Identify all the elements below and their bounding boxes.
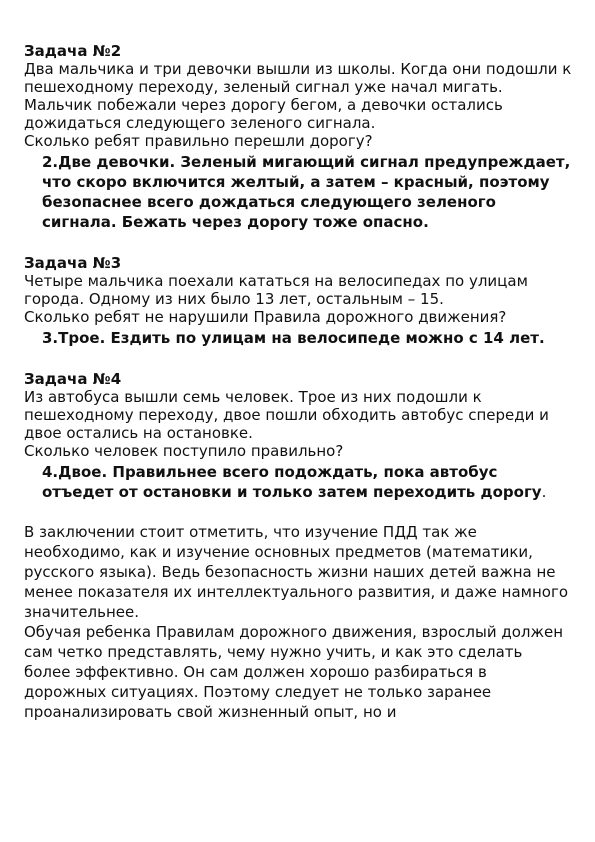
- task-3-text: Четыре мальчика поехали кататься на велосипедах по улицам города. Одному из них было 13 лет, остальным – 15.: [24, 272, 528, 308]
- task-3-title: Задача №3: [24, 254, 122, 272]
- task-2-answer: 2.Две девочки. Зеленый мигающий сигнал предупреждает, что скоро включится желтый, а затем – красный, поэтому безопаснее всего дождаться следующего зеленого сигнала. Бежать через дорогу тоже опасно.: [42, 153, 571, 231]
- conclusion-paragraph-1: В заключении стоит отметить, что изучение ПДД так же необходимо, как и изучение основных предметов (математики, русского языка). Ведь безопасность жизни наших детей важна не менее показателя их интеллектуального развития, и даже намного значительнее.: [24, 523, 569, 621]
- task-2-text: Два мальчика и три девочки вышли из школы. Когда они подошли к пешеходному переходу, зеленый сигнал уже начал мигать. Мальчик побежали через дорогу бегом, а девочки остались дожидаться следующего зеленого сигнала.: [24, 60, 572, 132]
- conclusion-paragraph-2: Обучая ребенка Правилам дорожного движения, взрослый должен сам четко представлять, чему нужно учить, и как это сделать более эффективно. Он сам должен хорошо разбираться в дорожных ситуациях. Поэтому следует не только заранее проанализировать свой жизненный опыт, но и: [24, 623, 564, 721]
- task-2-title: Задача №2: [24, 42, 122, 60]
- task-2-question: Сколько ребят правильно перешли дорогу?: [24, 132, 373, 150]
- conclusion: [24, 522, 572, 722]
- task-4-answer: [42, 462, 572, 502]
- document-page: [24, 42, 572, 722]
- task-4-text: Из автобуса вышли семь человек. Трое из них подошли к пешеходному переходу, двое пошли обходить автобус спереди и двое остались на остановке.: [24, 388, 549, 442]
- task-3-answer: 3.Трое. Ездить по улицам на велосипеде можно с 14 лет.: [42, 329, 545, 347]
- task-4-answer-tail: .: [541, 483, 547, 501]
- task-4-question: Сколько человек поступило правильно?: [24, 442, 344, 460]
- task-2: [24, 42, 572, 232]
- task-4-title: Задача №4: [24, 370, 122, 388]
- task-4-answer-text: 4.Двое. Правильнее всего подождать, пока автобус отъедет от остановки и только затем переходить дорогу: [42, 463, 542, 501]
- task-3: [24, 254, 572, 348]
- task-3-question: Сколько ребят не нарушили Правила дорожного движения?: [24, 308, 507, 326]
- task-4: [24, 370, 572, 502]
